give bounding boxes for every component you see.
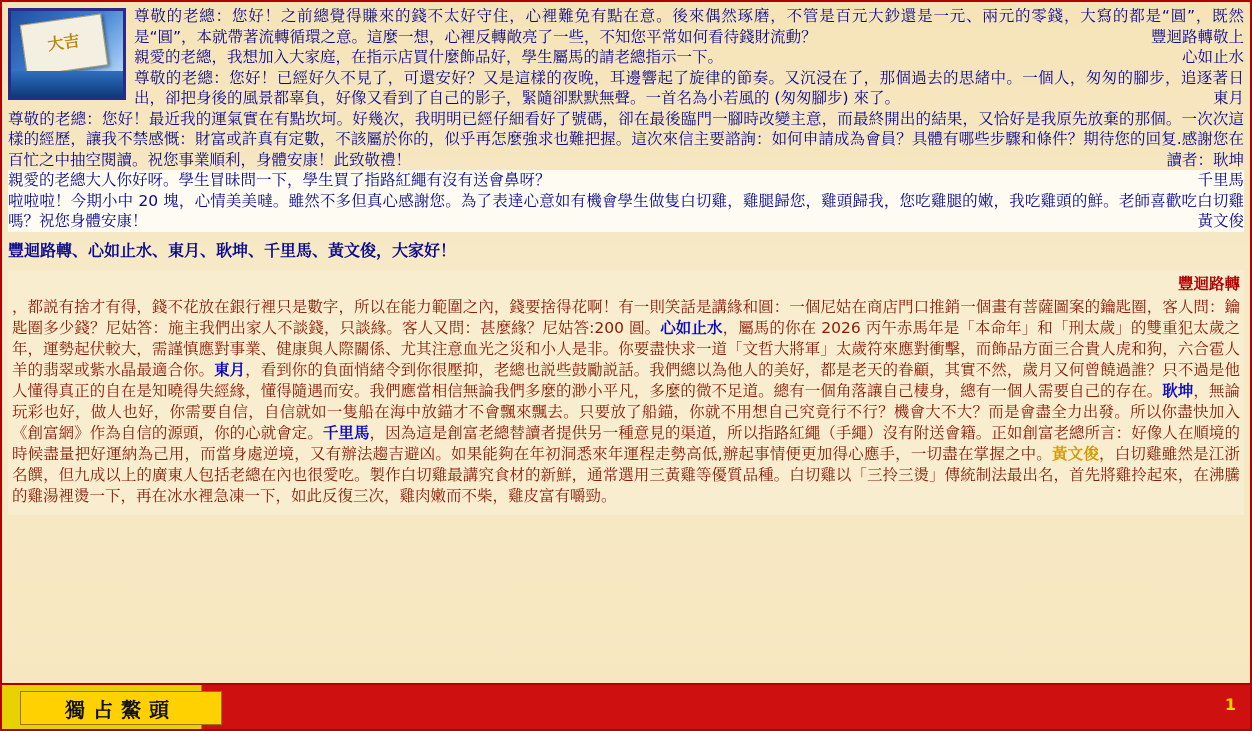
segment-text: ，因為這是創富老總替讀者提供另一種意見的渠道，所以指路紅繩（手繩）沒有附送會籍。正如創富老總所言：好像人在順境的時候盡量把好運納為己用，而當身處逆境，又有辦法趨吉避凶。如果能夠在年初洞悉來年運程走勢高低,辦起事情便更加得心應手，一切盡在掌握之中。 xyxy=(12,423,1240,463)
segment-text: ，屬馬的你在 2026 丙午赤馬年是「本命年」和「刑太歲」的雙重犯太歲之年，運勢起伏較大，需謹慎應對事業、健康與人際關係、尤其注意血光之災和小人是非。你要盡快求一道「文哲大將軍」太歲符來應對衝擊，而飾品方面三合貴人虎和狗，六合雹人羊的翡翠或紫水晶最適合你。 xyxy=(12,318,1240,379)
segment-name: 東月 xyxy=(214,360,246,379)
segment-name: 黃文俊 xyxy=(1051,444,1100,463)
letter-item xyxy=(8,6,1244,47)
article-lead-text: ，都説有捨才有得，錢不花放在銀行裡只是數字，所以在能力範圍之內，錢要捨得花啊！有一則笑話是講緣和圓：一個尼姑在商店門口推銷一個畫有菩薩圖案的鑰匙圈，客人問：鑰匙圈多少錢？尼姑答：施主我們出家人不談錢，只談緣。客人又問：甚麼緣？尼姑答:200 圓。 xyxy=(12,297,1240,337)
footer-title: 獨占鰲頭 xyxy=(65,697,177,722)
letter-signature: 黃文俊 xyxy=(1197,212,1244,230)
letter-body: 尊敬的老總：您好！已經好久不見了，可還安好？又是這樣的夜晚，耳邊響起了旋律的節奏。又沉浸在了，那個過去的思緒中。一個人，匆匆的腳步，追逐著日出，卻把身後的風景都辜負，好像又看到了自己的影子，緊隨卻默默無聲。一首名為小若風的 (匆匆腳步) 來了。 xyxy=(134,68,1244,107)
lead-name-text: 豐迴路轉 xyxy=(1177,274,1240,293)
segment-name: 耿坤 xyxy=(1162,381,1194,400)
segment-name: 千里馬 xyxy=(322,423,370,442)
footer-title-box xyxy=(20,691,222,725)
stamp-label: 大吉 xyxy=(46,30,81,55)
segment-text: ，看到你的負面悄緒令到你很壓抑，老總也説些鼓勵説話。我們總以為他人的美好，都是老天的眷顧，其實不然，歲月又何曾饒過誰？只不過是他人懂得真正的自在是知曉得失經緣，懂得隨遇而安。我們應當相信無論我們多麼的渺小平凡，多麼的微不足道。總有一個角落讓自己棲身，總有一個人需要自己的存在。 xyxy=(12,360,1240,400)
letter-item xyxy=(8,170,1244,191)
letter-item xyxy=(8,191,1244,232)
letter-body: 啦啦啦！今期小中 20 塊，心情美美噠。雖然不多但真心感謝您。為了表達心意如有機會學生做隻白切雞，雞腿歸您，雞頭歸我，您吃雞腿的嫩，我吃雞頭的鮮。老師喜歡吃白切雞嗎？祝您身體安康！ xyxy=(8,191,1244,230)
footer-banner xyxy=(2,683,1250,729)
letter-body: 親愛的老總大人你好呀。學生冒昧問一下，學生買了指路紅繩有沒有送會鼻呀？ xyxy=(8,171,551,189)
article-lead-name xyxy=(12,274,1240,295)
segment-text: ，無論玩彩也好，做人也好，你需要自信，自信就如一隻船在海中放錨才不會飄來飄去。只要放了船錨，你就不用想自己究竟行不行？機會大不大？而是會盡全力出發。所以你盡快加入《創富網》作為自信的源頭，你的心就會定。 xyxy=(12,381,1240,442)
letter-signature: 讀者：耿坤 xyxy=(1166,150,1244,169)
letter-body: 尊敬的老總：您好！之前總覺得賺來的錢不太好守住，心裡難免有點在意。後來偶然琢磨，不管是百元大鈔還是一元、兩元的零錢，大寫的都是“圓”，既然是“圓”，本就帶著流轉循環之意。這麼一想，心裡反轉敞亮了一些，不知您平常如何看待錢財流動？ xyxy=(134,7,1244,46)
letters-section xyxy=(2,2,1250,232)
article-body xyxy=(8,270,1244,515)
stamp-wave xyxy=(11,71,123,97)
stamp-image xyxy=(8,8,126,100)
letter-signature: 千里馬 xyxy=(1197,171,1244,189)
letter-signature: 豐迴路轉敬上 xyxy=(1150,27,1244,46)
footer-page-number: 1 xyxy=(1224,695,1236,714)
letter-item xyxy=(8,109,1244,171)
letter-body: 尊敬的老總：您好！最近我的運氣實在有點坎坷。好幾次，我明明已經仔細看好了號碼，卻在最後臨門一腳時改變主意，而最終開出的結果，又恰好是我原先放棄的那個。一次次這樣的經歷，讓我不禁感慨：財富或許真有定數，不該屬於你的，似乎再怎麼強求也難把握。這次來信主要諮詢：如何申請成為會員？具體有哪些步驟和條件？期待您的回复.感謝您在百忙之中抽空閱讀。祝您事業順利，身體安康！此致敬禮！ xyxy=(8,109,1244,169)
greeting-line: 豐迴路轉、心如止水、東月、耿坤、千里馬、黃文俊，大家好！ xyxy=(8,240,457,260)
letter-signature: 心如止水 xyxy=(1181,48,1244,66)
letter-item xyxy=(8,68,1244,109)
segment-name: 心如止水 xyxy=(660,318,723,337)
letter-body: 親愛的老總，我想加入大家庭，在指示店買什麼飾品好，學生屬馬的請老總指示一下。 xyxy=(134,48,724,66)
stamp-paper xyxy=(20,14,108,77)
letter-signature: 東月 xyxy=(1212,89,1244,107)
letter-item xyxy=(8,47,1244,68)
segment-text: ，白切雞雖然是江浙名饌，但九成以上的廣東人包括老總在內也很愛吃。製作白切雞最講究食材的新鮮，通常選用三黃雞等優質品種。白切雞以「三拎三燙」傳統制法最出名，首先將雞拎起來，在沸騰的雞湯裡燙一下，再在冰水裡急凍一下，如此反復三次，雞肉嫩而不柴，雞皮富有嚼勁。 xyxy=(12,444,1240,505)
